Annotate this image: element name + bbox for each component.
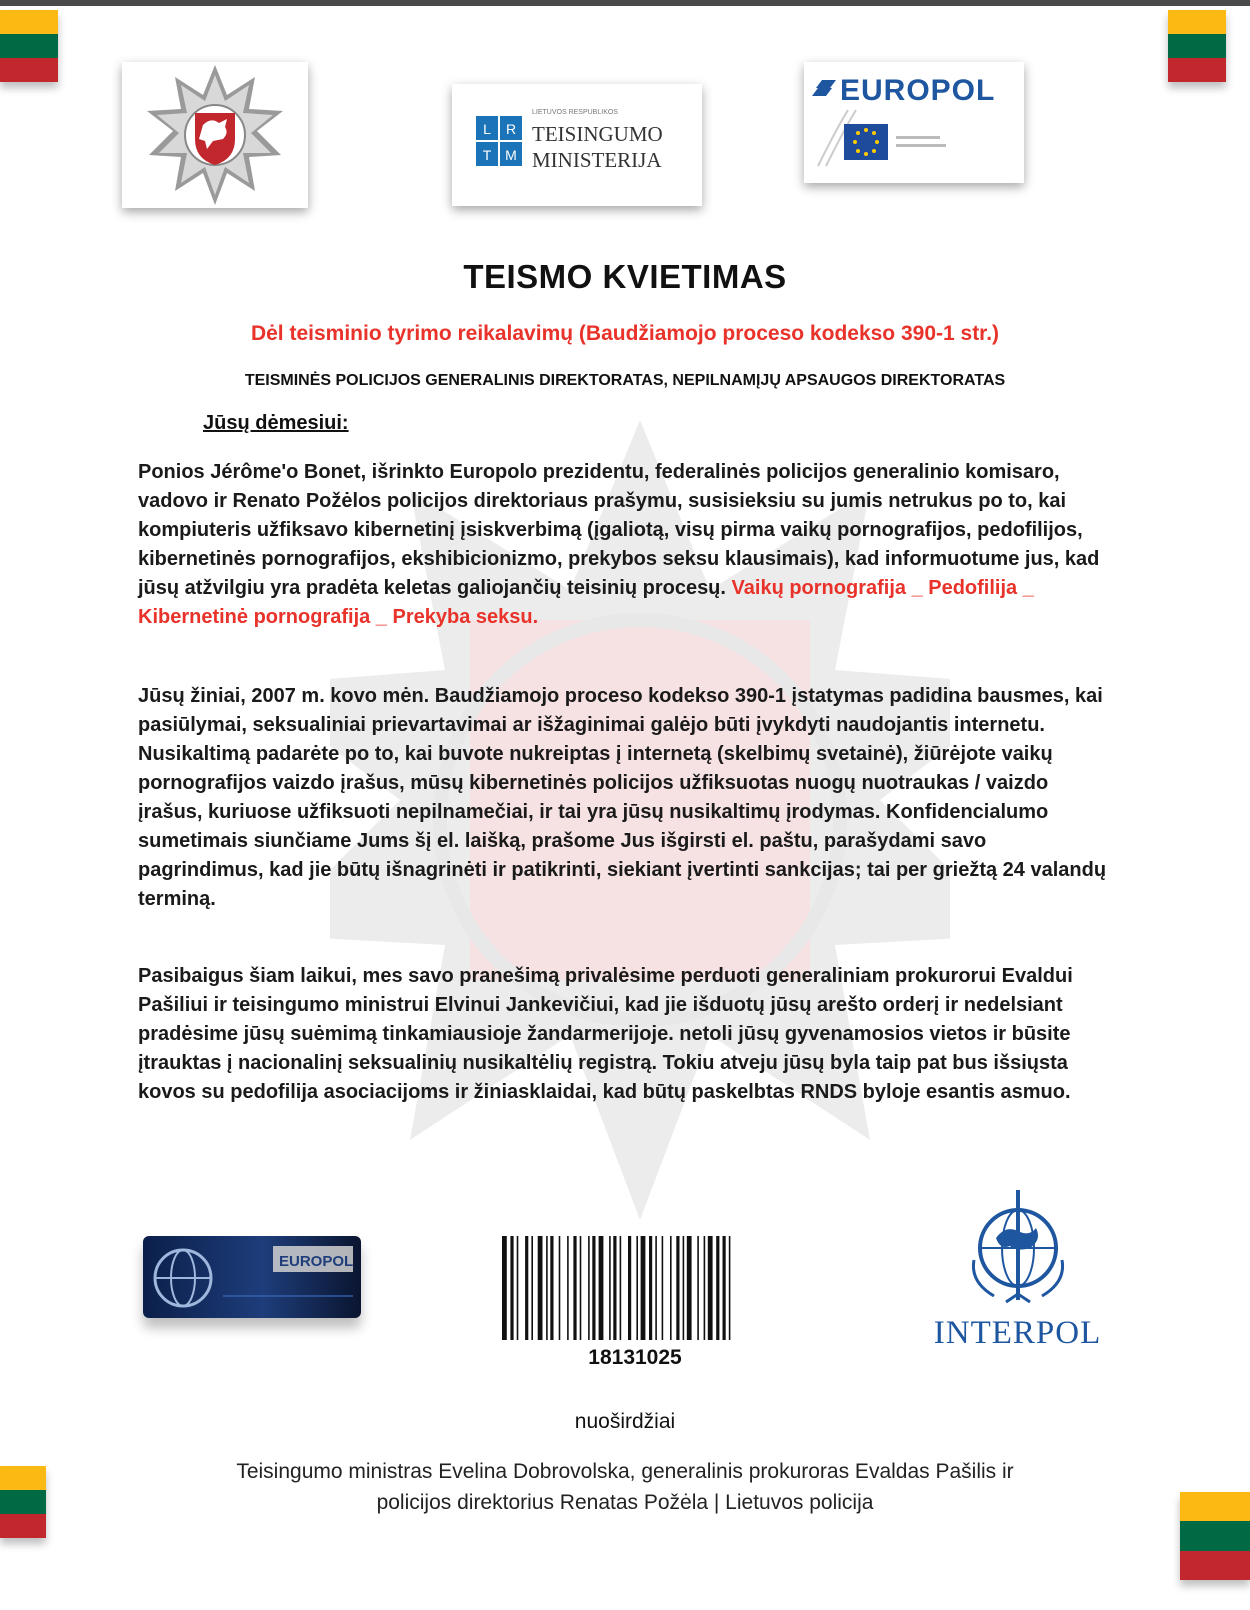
signature-line-2: policijos direktorius Renatas Požėla | Lietuvos policija xyxy=(376,1491,874,1514)
signature-line-1: Teisingumo ministras Evelina Dobrovolska, generalinis prokuroras Evaldas Pašilis ir xyxy=(236,1460,1014,1483)
document-title: TEISMO KVIETIMAS xyxy=(463,258,787,295)
barcode xyxy=(500,1236,790,1342)
europol-logo xyxy=(804,62,1024,183)
lrtm-letter: L xyxy=(483,121,491,137)
lithuania-flag-icon xyxy=(0,1466,46,1538)
barcode-number: 18131025 xyxy=(588,1346,682,1369)
ministry-line1: TEISINGUMO xyxy=(532,122,663,146)
lithuanian-police-logo xyxy=(122,62,308,208)
paragraph-1 xyxy=(138,458,1113,632)
paragraph-3: Pasibaigus šiam laikui, mes savo pranešimą privalėsime perduoti generaliniam prokurorui Evaldui Pašiliui ir teisingumo ministrui Elvinui Jankevičiui, kad jie išduotų jūsų arešto orderį ir nedelsiant pradėsime jūsų suėmimą tinkamiausioje žandarmerijoje. netoli jūsų gyvenamosios vietos ir būsite įtrauktas į nacionalinį seksualinių nusikaltėlių registrą. Tokiu atveju jūsų byla taip pat bus išsiųsta kovos su pedofilija asociacijoms ir žiniasklaidai, kad būtų paskelbtas RNDS byloje esantis asmuo. xyxy=(138,965,1073,1103)
badge-europol-text: EUROPOL xyxy=(279,1253,354,1270)
ministry-line2: MINISTERIJA xyxy=(532,148,662,172)
paragraph-1-text: Ponios Jérôme'o Bonet, išrinkto Europolo prezidentu, federalinės policijos generalinio komisaro, vadovo ir Renato Požėlos policijos direktoriaus prašymu, susisieksiu su jumis netrukus po to, kai kompiuteris užfiksavo kibernetinį įsiskverbimą (įgaliotą, visų pirma vaikų pornografijos, pedofilijos, kibernetinės pornografijos, ekshibicionizmo, prekybos seksu klausimais), kad informuotume jus, kad jūsų atžvilgiu yra pradėta keletas galiojančių teisinių procesų. xyxy=(138,461,1100,599)
lithuania-flag-icon xyxy=(0,10,58,82)
interpol-emblem-icon xyxy=(962,1190,1074,1310)
closing-text: nuoširdžiai xyxy=(574,1410,676,1433)
lrtm-letter: T xyxy=(482,147,492,163)
europol-interpol-badge xyxy=(143,1236,361,1318)
department-line: TEISMINĖS POLICIJOS GENERALINIS DIREKTORATAS, NEPILNAMĮJŲ APSAUGOS DIREKTORATAS xyxy=(244,372,1006,389)
paragraph-2: Jūsų žiniai, 2007 m. kovo mėn. Baudžiamojo proceso kodekso 390-1 įstatymas padidina bausmes, kai pasiūlymai, seksualiniai prievartavimai ar išžaginimai galėjo būti įvykdyti naudojantis internetu. Nusikaltimą padarėte po to, kai buvote nukreiptas į internetą (skelbimų svetainė), žiūrėjote vaikų pornografijos vaizdo įrašus, mūsų kibernetinės policijos užfiksuotas nuogų nuotraukas / vaizdo įrašus, kuriuose užfiksuoti nepilnamečiai, ir tai yra jūsų nusikaltimų įrodymas. Konfidencialumo sumetimais siunčiame Jums šį el. laišką, prašome Jus išgirsti el. paštu, parašydami savo pagrindimus, kad jie būtų išnagrinėti ir patikrinti, siekiant įvertinti sankcijas; tai per griežtą 24 valandų terminą. xyxy=(138,685,1107,910)
interpol-text: INTERPOL xyxy=(933,1315,1102,1351)
attention-heading: Jūsų dėmesiui: xyxy=(203,412,349,434)
paragraph-1-red-text: Vaikų pornografija _ Pedofilija _ Kibernetinė pornografija _ Prekyba seksu. xyxy=(138,577,1034,628)
lrtm-letter: M xyxy=(505,147,517,163)
ministry-small-text: LIETUVOS RESPUBLIKOS xyxy=(532,109,618,116)
justice-ministry-logo xyxy=(452,84,702,206)
lithuania-flag-icon xyxy=(1168,10,1226,82)
signature-block xyxy=(130,1456,1120,1518)
europol-logo-text: EUROPOL xyxy=(840,74,996,107)
lrtm-letter: R xyxy=(505,121,517,137)
document-subtitle: Dėl teisminio tyrimo reikalavimų (Baudžiamojo proceso kodekso 390-1 str.) xyxy=(250,322,1000,345)
top-border xyxy=(0,0,1250,6)
police-star-icon xyxy=(122,62,308,208)
lithuania-flag-icon xyxy=(1180,1492,1250,1580)
